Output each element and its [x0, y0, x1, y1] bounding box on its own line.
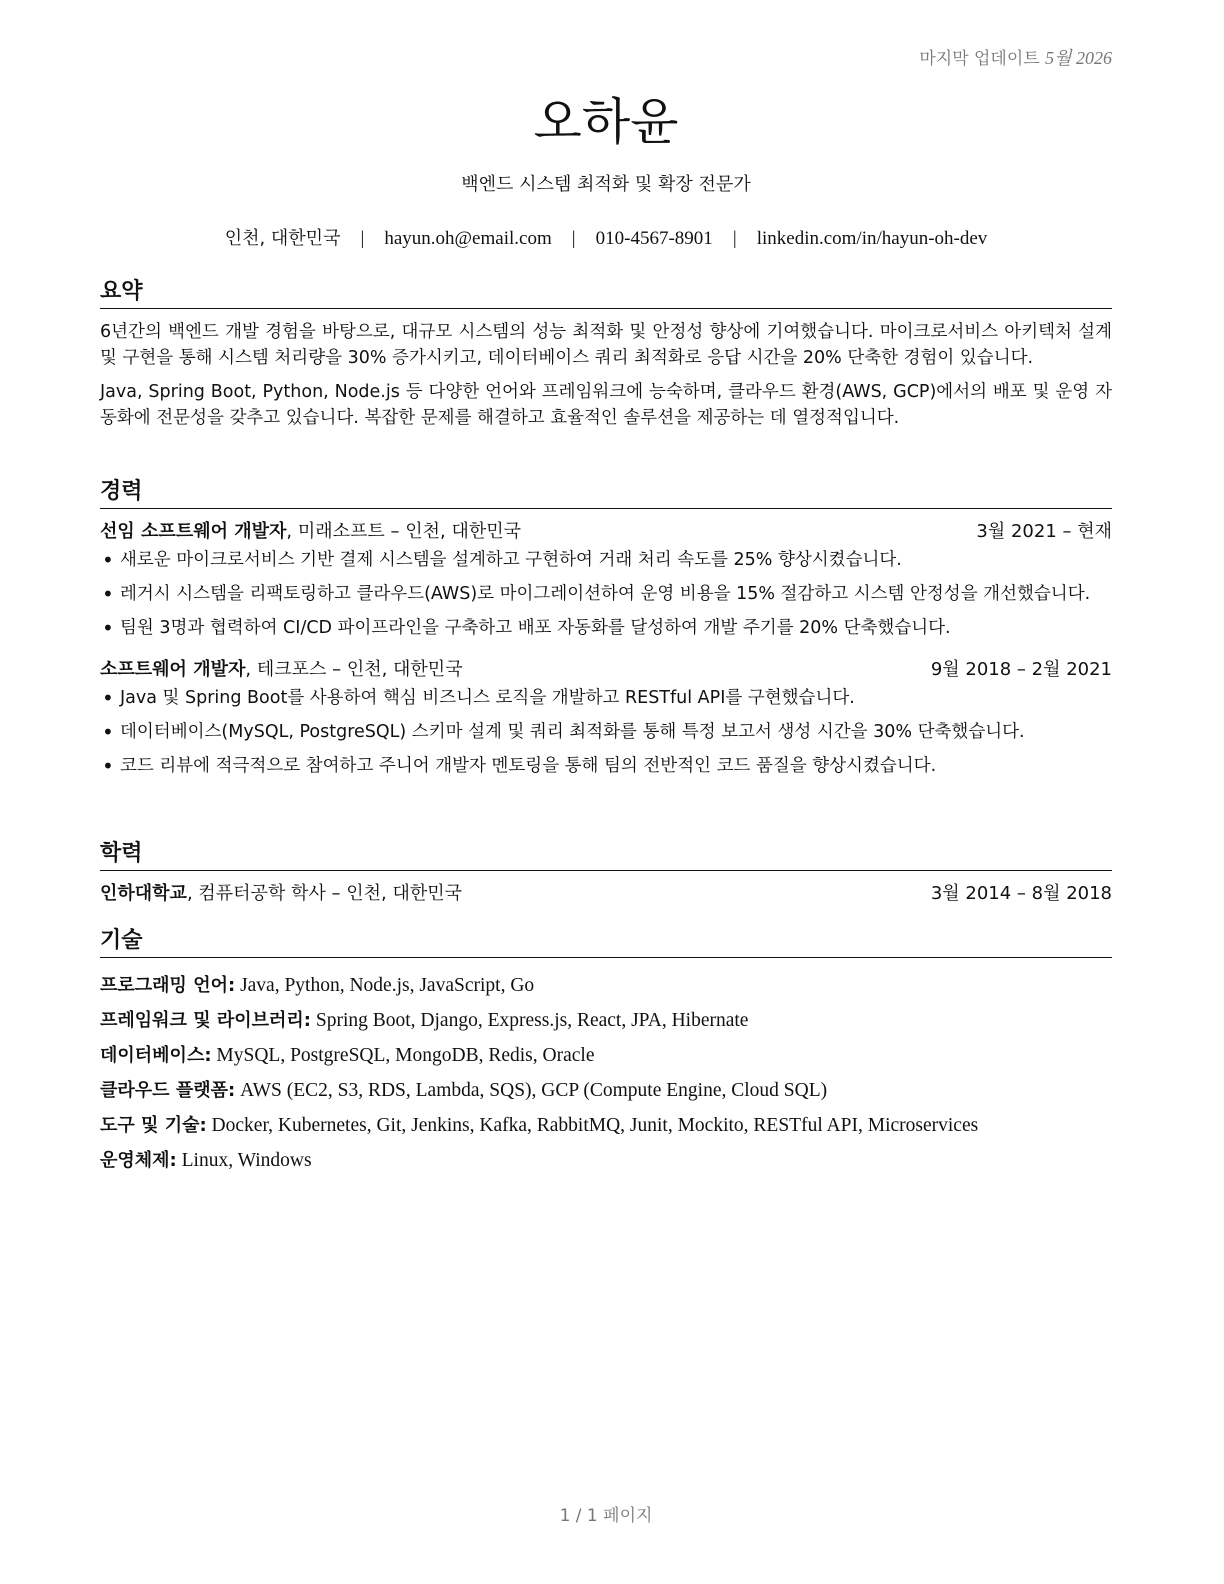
job-bullet: • 코드 리뷰에 적극적으로 참여하고 주니어 개발자 멘토링을 통해 팀의 전반적인 코드 품질을 향상시켰습니다. — [100, 753, 1112, 779]
last-updated-label: 마지막 업데이트 — [919, 49, 1040, 69]
skill-row — [100, 1038, 1112, 1073]
contact-location: 인천, 대한민국 — [224, 228, 341, 249]
education-title: 학력 — [100, 840, 1112, 871]
education-dates: 3월 2014 – 8월 2018 — [930, 883, 1112, 904]
skill-row — [100, 1143, 1112, 1178]
contact-linkedin[interactable]: linkedin.com/in/hayun-oh-dev — [756, 228, 988, 249]
skill-label: 클라우드 플랫폼: — [100, 1080, 236, 1101]
skill-value: AWS (EC2, S3, RDS, Lambda, SQS), GCP (Compute Engine, Cloud SQL) — [235, 1080, 828, 1101]
skill-label: 프로그래밍 언어: — [100, 975, 236, 996]
job-dates: 9월 2018 – 2월 2021 — [930, 659, 1112, 680]
skill-label: 프레임워크 및 라이브러리: — [100, 1010, 311, 1031]
skills-section — [100, 927, 1112, 1178]
job-entry — [100, 657, 1112, 779]
job-header — [100, 657, 1112, 683]
education-entry — [100, 881, 1112, 907]
job-company: , 미래소프트 – 인천, 대한민국 — [286, 521, 522, 542]
education-section — [100, 840, 1112, 907]
skills-title: 기술 — [100, 927, 1112, 958]
experience-title: 경력 — [100, 478, 1112, 509]
summary-paragraph: Java, Spring Boot, Python, Node.js 등 다양한 언어와 프레임워크에 능숙하며, 클라우드 환경(AWS, GCP)에서의 배포 및 운영 자동화에 전문성을 갖추고 있습니다. 복잡한 문제를 해결하고 효율적인 솔루션을 제공하는 데 열정적입니다. — [100, 382, 1112, 428]
contact-separator: | — [571, 228, 576, 249]
job-bullet: • 팀원 3명과 협력하여 CI/CD 파이프라인을 구축하고 배포 자동화를 달성하여 개발 주기를 20% 단축했습니다. — [100, 615, 1112, 641]
last-updated-date: 5월 2026 — [1045, 48, 1112, 68]
candidate-tagline: 백엔드 시스템 최적화 및 확장 전문가 — [461, 174, 751, 195]
job-bullet: • 새로운 마이크로서비스 기반 결제 시스템을 설계하고 구현하여 거래 처리 속도를 25% 향상시켰습니다. — [100, 547, 1112, 573]
skill-row — [100, 1108, 1112, 1143]
page-indicator: 1 / 1 페이지 — [559, 1506, 653, 1526]
job-bullet: • 레거시 시스템을 리팩토링하고 클라우드(AWS)로 마이그레이션하여 운영 비용을 15% 절감하고 시스템 안정성을 개선했습니다. — [100, 581, 1112, 607]
contact-separator: | — [732, 228, 737, 249]
job-dates: 3월 2021 – 현재 — [976, 521, 1112, 542]
skill-value: Java, Python, Node.js, JavaScript, Go — [235, 975, 535, 996]
skill-value: Linux, Windows — [176, 1150, 312, 1171]
resume-page — [100, 0, 1112, 1584]
skill-row — [100, 968, 1112, 1003]
job-entry — [100, 519, 1112, 641]
skill-row — [100, 1073, 1112, 1108]
education-school: 인하대학교 — [100, 883, 187, 904]
job-bullets — [100, 547, 1112, 641]
experience-section — [100, 478, 1112, 787]
contact-line — [100, 224, 1112, 250]
skill-label: 도구 및 기술: — [100, 1115, 207, 1136]
summary-title: 요약 — [100, 278, 1112, 309]
job-bullets — [100, 685, 1112, 779]
job-role: 소프트웨어 개발자 — [100, 659, 246, 680]
job-bullet: • 데이터베이스(MySQL, PostgreSQL) 스키마 설계 및 쿼리 최적화를 통해 특정 보고서 생성 시간을 30% 단축했습니다. — [100, 719, 1112, 745]
skill-row — [100, 1003, 1112, 1038]
job-bullet: • Java 및 Spring Boot를 사용하여 핵심 비즈니스 로직을 개발하고 RESTful API를 구현했습니다. — [100, 685, 1112, 711]
contact-separator: | — [360, 228, 365, 249]
skill-value: Docker, Kubernetes, Git, Jenkins, Kafka, RabbitMQ, Junit, Mockito, RESTful API, Microservices — [206, 1115, 979, 1136]
contact-phone: 010-4567-8901 — [595, 228, 713, 249]
job-role: 선임 소프트웨어 개발자 — [100, 521, 287, 542]
last-updated — [919, 44, 1112, 70]
skill-value: Spring Boot, Django, Express.js, React, JPA, Hibernate — [311, 1010, 749, 1031]
skill-value: MySQL, PostgreSQL, MongoDB, Redis, Oracle — [211, 1045, 595, 1066]
candidate-name: 오하윤 — [533, 93, 679, 151]
education-detail: , 컴퓨터공학 학사 – 인천, 대한민국 — [186, 883, 463, 904]
job-company: , 테크포스 – 인천, 대한민국 — [245, 659, 463, 680]
job-header — [100, 519, 1112, 545]
summary-section — [100, 278, 1112, 439]
summary-paragraph: 6년간의 백엔드 개발 경험을 바탕으로, 대규모 시스템의 성능 최적화 및 안정성 향상에 기여했습니다. 마이크로서비스 아키텍처 설계 및 구현을 통해 시스템 처리량을 30% 증가시키고, 데이터베이스 쿼리 최적화로 응답 시간을 20% 단축한 경험이 있습니다. — [100, 322, 1112, 368]
skill-label: 데이터베이스: — [100, 1045, 212, 1066]
contact-email[interactable]: hayun.oh@email.com — [384, 228, 552, 249]
skill-label: 운영체제: — [100, 1150, 177, 1171]
